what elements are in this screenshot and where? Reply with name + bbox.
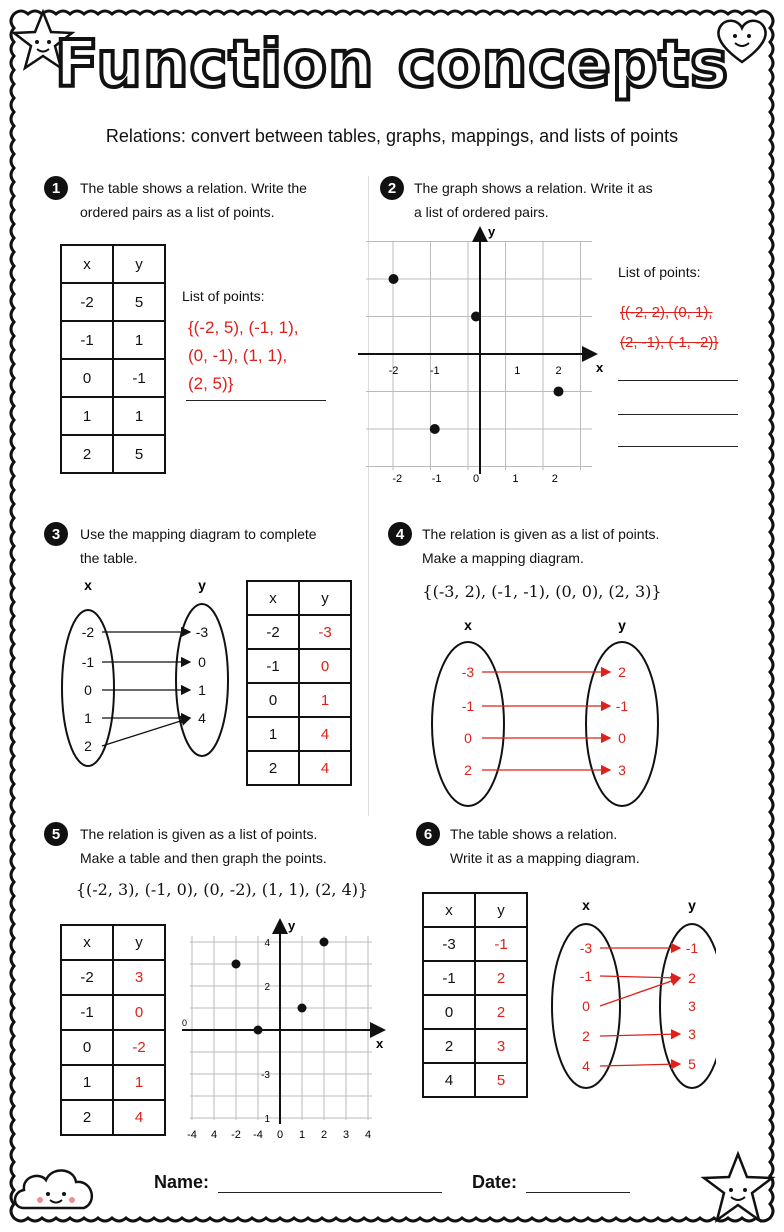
page-subtitle: Relations: convert between tables, graphs, mappings, and lists of points — [105, 126, 679, 146]
domain-value: -3 — [461, 664, 475, 680]
tick-label: 2 — [551, 473, 558, 485]
table-row: 0 -1 — [61, 359, 165, 397]
domain-value: -1 — [81, 654, 95, 670]
tick-label: -3 — [261, 1070, 270, 1081]
tick-label: 3 — [342, 1129, 350, 1141]
problem-2-instructions: The graph shows a relation. Write it as a list of ordered pairs. — [414, 180, 653, 220]
x-axis-label: x — [376, 1036, 384, 1051]
range-value: 2 — [688, 970, 696, 986]
range-value: -3 — [195, 624, 209, 640]
mapping-arrow — [600, 1064, 680, 1066]
date-label: Date: — [472, 1172, 518, 1192]
problem-1-number: 1 — [44, 176, 68, 200]
table-row: 1 1 — [61, 397, 165, 435]
y-label: y — [618, 617, 626, 633]
page-title: Function concepts — [54, 28, 730, 102]
problem-3-instructions: Use the mapping diagram to complete the table. — [80, 526, 317, 566]
tick-label: 4 — [364, 1129, 372, 1141]
tick-label: 1 — [514, 365, 521, 377]
x-label: x — [582, 897, 590, 913]
problem-5-number: 5 — [44, 822, 68, 846]
list-of-points-label: List of points: — [618, 264, 701, 280]
x-label: x — [84, 577, 92, 593]
range-value: 4 — [198, 710, 206, 726]
data-point — [232, 960, 241, 969]
list-of-points-label: List of points: — [182, 288, 265, 304]
range-value: 3 — [688, 998, 696, 1014]
tick-label: 2 — [555, 365, 562, 377]
data-point — [254, 1026, 263, 1035]
range-value: -1 — [685, 940, 699, 956]
problem-6-number: 6 — [416, 822, 440, 846]
tick-label: 0 — [472, 473, 480, 485]
domain-value: 0 — [84, 682, 92, 698]
table-row: -1 0 — [247, 649, 351, 683]
problem-2-answer: {(-2, 2), (0, 1), (2, -1), (-1, -2)} — [620, 304, 719, 351]
problem-5-table: x y -2 3 -1 0 0 -2 1 1 2 4 — [60, 924, 166, 1136]
star-smiley-bottom-icon — [700, 1150, 776, 1226]
range-value: 1 — [198, 682, 206, 698]
tick-label: 0 — [276, 1129, 284, 1141]
domain-value: -1 — [579, 968, 593, 984]
tick-label: -2 — [231, 1129, 241, 1141]
problem-5-point-set: {(-2, 3), (-1, 0), (0, -2), (1, 1), (2, 4)} — [75, 880, 369, 899]
problem-2-number: 2 — [380, 176, 404, 200]
problem-6-table: x y -3 -1 -1 2 0 2 2 3 4 5 — [422, 892, 528, 1098]
problem-3-number: 3 — [44, 522, 68, 546]
table-row: 0 1 — [247, 683, 351, 717]
tick-label: -4 — [187, 1129, 197, 1141]
table-row: 4 5 — [423, 1063, 527, 1097]
data-point — [430, 424, 440, 434]
data-point — [389, 274, 399, 284]
problem-3-mapping-diagram — [56, 576, 236, 776]
table-row: 2 5 — [61, 435, 165, 473]
y-label: y — [688, 897, 696, 913]
tick-label: 2 — [320, 1129, 328, 1141]
problem-1-answer: {(-2, 5), (-1, 1), (0, -1), (1, 1), (2, 5)} — [188, 318, 299, 393]
tick-label: -1 — [429, 365, 440, 377]
data-point — [554, 387, 564, 397]
x-label: x — [464, 617, 472, 633]
tick-label: 4 — [210, 1129, 218, 1141]
answer-line — [618, 380, 738, 381]
table-row: 1 1 — [61, 1065, 165, 1100]
problem-5-graph — [176, 914, 390, 1146]
answer-line — [618, 414, 738, 415]
range-value: 2 — [618, 664, 626, 680]
table-row: 2 3 — [423, 1029, 527, 1063]
problem-4-number: 4 — [388, 522, 412, 546]
data-point — [471, 312, 481, 322]
mapping-arrow — [600, 978, 680, 1006]
tick-label: 0 — [182, 1018, 188, 1028]
answer-line — [186, 400, 326, 401]
problem-1-instructions: The table shows a relation. Write the ordered pairs as a list of points. — [80, 180, 307, 220]
mapping-arrow — [600, 1034, 680, 1036]
domain-value: 0 — [582, 998, 590, 1014]
name-label: Name: — [154, 1172, 210, 1192]
y-axis-label: y — [288, 918, 296, 933]
table-header-y: y — [113, 245, 165, 283]
y-axis-label: y — [488, 224, 496, 239]
table-row: 0 2 — [423, 995, 527, 1029]
table-row: -2 3 — [61, 960, 165, 995]
table-row: -2 5 — [61, 283, 165, 321]
tick-label: 1 — [264, 1114, 270, 1125]
domain-value: 4 — [582, 1058, 590, 1074]
problem-4-point-set: {(-3, 2), (-1, -1), (0, 0), (2, 3)} — [422, 582, 662, 601]
name-field[interactable] — [218, 1192, 442, 1193]
mapping-arrow — [600, 976, 680, 978]
table-row: 1 4 — [247, 717, 351, 751]
domain-value: 2 — [582, 1028, 590, 1044]
domain-value: 0 — [464, 730, 472, 746]
x-axis-label: x — [596, 360, 604, 375]
problem-4-instructions: The relation is given as a list of points. Make a mapping diagram. — [422, 526, 660, 566]
cloud-smiley-icon — [10, 1160, 106, 1220]
tick-label: -1 — [431, 473, 442, 485]
range-value: 0 — [198, 654, 206, 670]
table-header-x: x — [61, 245, 113, 283]
domain-value: 2 — [84, 738, 92, 754]
problem-5-instructions: The relation is given as a list of points. Make a table and then graph the points. — [80, 826, 327, 866]
data-point — [320, 938, 329, 947]
tick-label: 2 — [264, 982, 270, 993]
y-label: y — [198, 577, 206, 593]
table-row: -1 0 — [61, 995, 165, 1030]
answer-line — [618, 446, 738, 447]
data-point — [298, 1004, 307, 1013]
tick-label: 1 — [512, 473, 519, 485]
problem-3-table: x y -2 -3 -1 0 0 1 1 4 2 4 — [246, 580, 352, 786]
range-value: 5 — [688, 1056, 696, 1072]
range-value: 3 — [618, 762, 626, 778]
tick-label: 4 — [264, 938, 270, 949]
problem-4-mapping-diagram — [424, 616, 664, 810]
domain-value: 1 — [84, 710, 92, 726]
mapping-arrow — [102, 718, 190, 746]
domain-value: 2 — [464, 762, 472, 778]
range-value: 0 — [618, 730, 626, 746]
table-row: 0 -2 — [61, 1030, 165, 1065]
problem-2-graph — [356, 222, 604, 492]
tick-label: -4 — [253, 1129, 263, 1141]
table-row: -2 -3 — [247, 615, 351, 649]
table-row: 2 4 — [61, 1100, 165, 1135]
range-value: -1 — [615, 698, 629, 714]
problem-6-instructions: The table shows a relation. Write it as a mapping diagram. — [450, 826, 640, 866]
domain-value: -1 — [461, 698, 475, 714]
tick-label: -2 — [392, 473, 403, 485]
domain-value: -2 — [81, 624, 95, 640]
problem-1-table — [60, 244, 166, 474]
table-row: 2 4 — [247, 751, 351, 785]
table-row: -1 2 — [423, 961, 527, 995]
table-row: -1 1 — [61, 321, 165, 359]
tick-label: 1 — [298, 1129, 306, 1141]
table-row: -3 -1 — [423, 927, 527, 961]
tick-label: -2 — [388, 365, 399, 377]
range-value: 3 — [688, 1026, 696, 1042]
problem-6-mapping-diagram — [546, 896, 716, 1096]
date-field[interactable] — [526, 1192, 630, 1193]
domain-value: -3 — [579, 940, 593, 956]
